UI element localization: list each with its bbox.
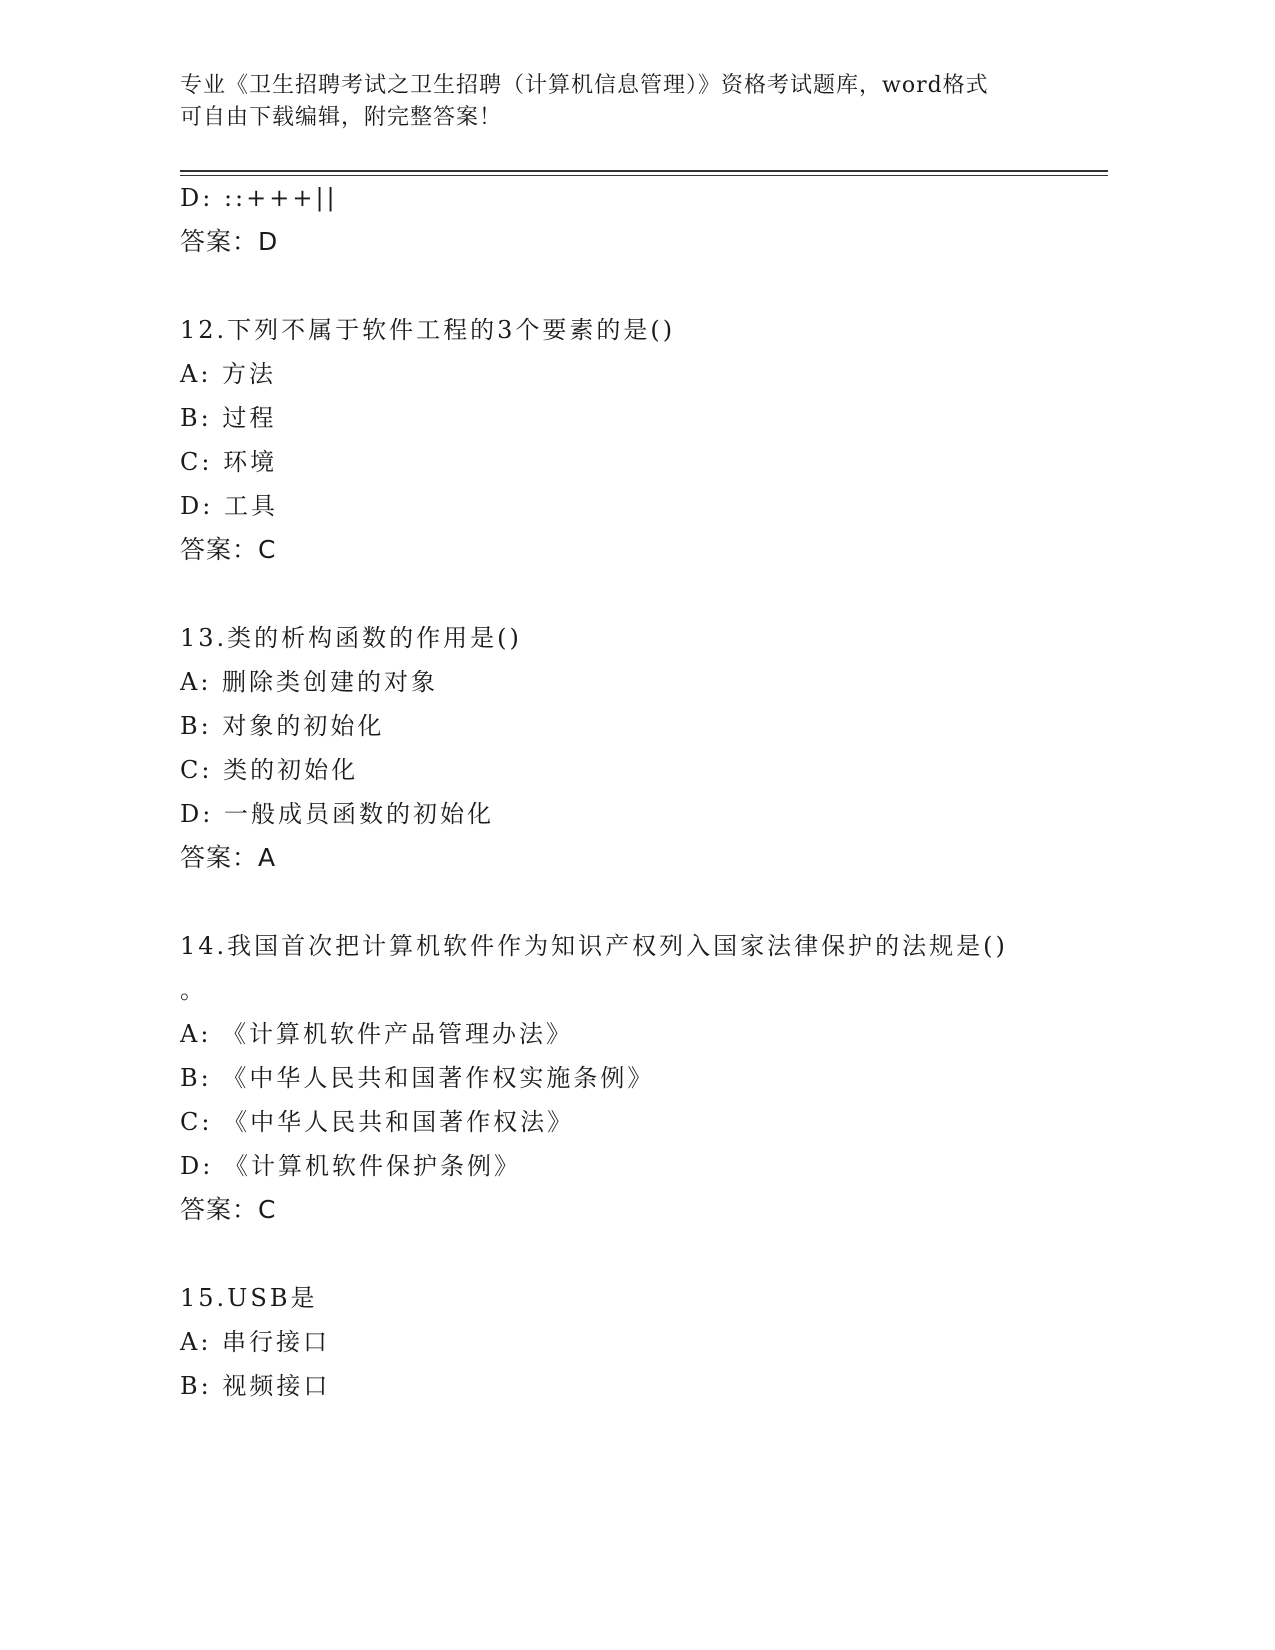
option-b: B: 《中华人民共和国著作权实施条例》 [180, 1064, 655, 1092]
question-12 [180, 308, 1110, 572]
question-stem: 14.我国首次把计算机软件作为知识产权列入国家法律保护的法规是() [180, 932, 1008, 960]
option-a: A: 删除类创建的对象 [180, 668, 439, 696]
option-b: B: 对象的初始化 [180, 712, 385, 740]
option-c: C: 《中华人民共和国著作权法》 [180, 1108, 575, 1136]
question-13 [180, 616, 1110, 880]
answer: 答案：C [180, 535, 277, 564]
answer: 答案：C [180, 1195, 277, 1224]
document-page [180, 70, 1110, 1408]
question-14 [180, 924, 1110, 1232]
header-line-2: 可自由下载编辑，附完整答案！ [180, 105, 503, 130]
question-11-tail [180, 176, 1110, 264]
question-stem: 15.USB是 [180, 1284, 318, 1312]
option-c: C: 环境 [180, 448, 278, 476]
document-header [180, 70, 1040, 134]
option-c: C: 类的初始化 [180, 756, 359, 784]
question-stem: 13.类的析构函数的作用是() [180, 624, 522, 652]
answer: 答案：A [180, 843, 277, 872]
option-d: D: 《计算机软件保护条例》 [180, 1152, 521, 1180]
option-d: D: 一般成员函数的初始化 [180, 800, 494, 828]
answer: 答案：D [180, 227, 279, 256]
option-a: A: 串行接口 [180, 1328, 331, 1356]
question-stem-continuation: 。 [180, 976, 207, 1004]
option-d: D: 工具 [180, 492, 278, 520]
header-line-1: 专业《卫生招聘考试之卫生招聘（计算机信息管理）》资格考试题库，word格式 [180, 73, 989, 98]
option-a: A: 《计算机软件产品管理办法》 [180, 1020, 574, 1048]
option-b: B: 过程 [180, 404, 277, 432]
option-a: A: 方法 [180, 360, 277, 388]
question-15 [180, 1276, 1110, 1408]
question-stem: 12.下列不属于软件工程的3个要素的是() [180, 316, 676, 344]
option-d: D: ::+++|| [180, 184, 338, 212]
option-b: B: 视频接口 [180, 1372, 331, 1400]
